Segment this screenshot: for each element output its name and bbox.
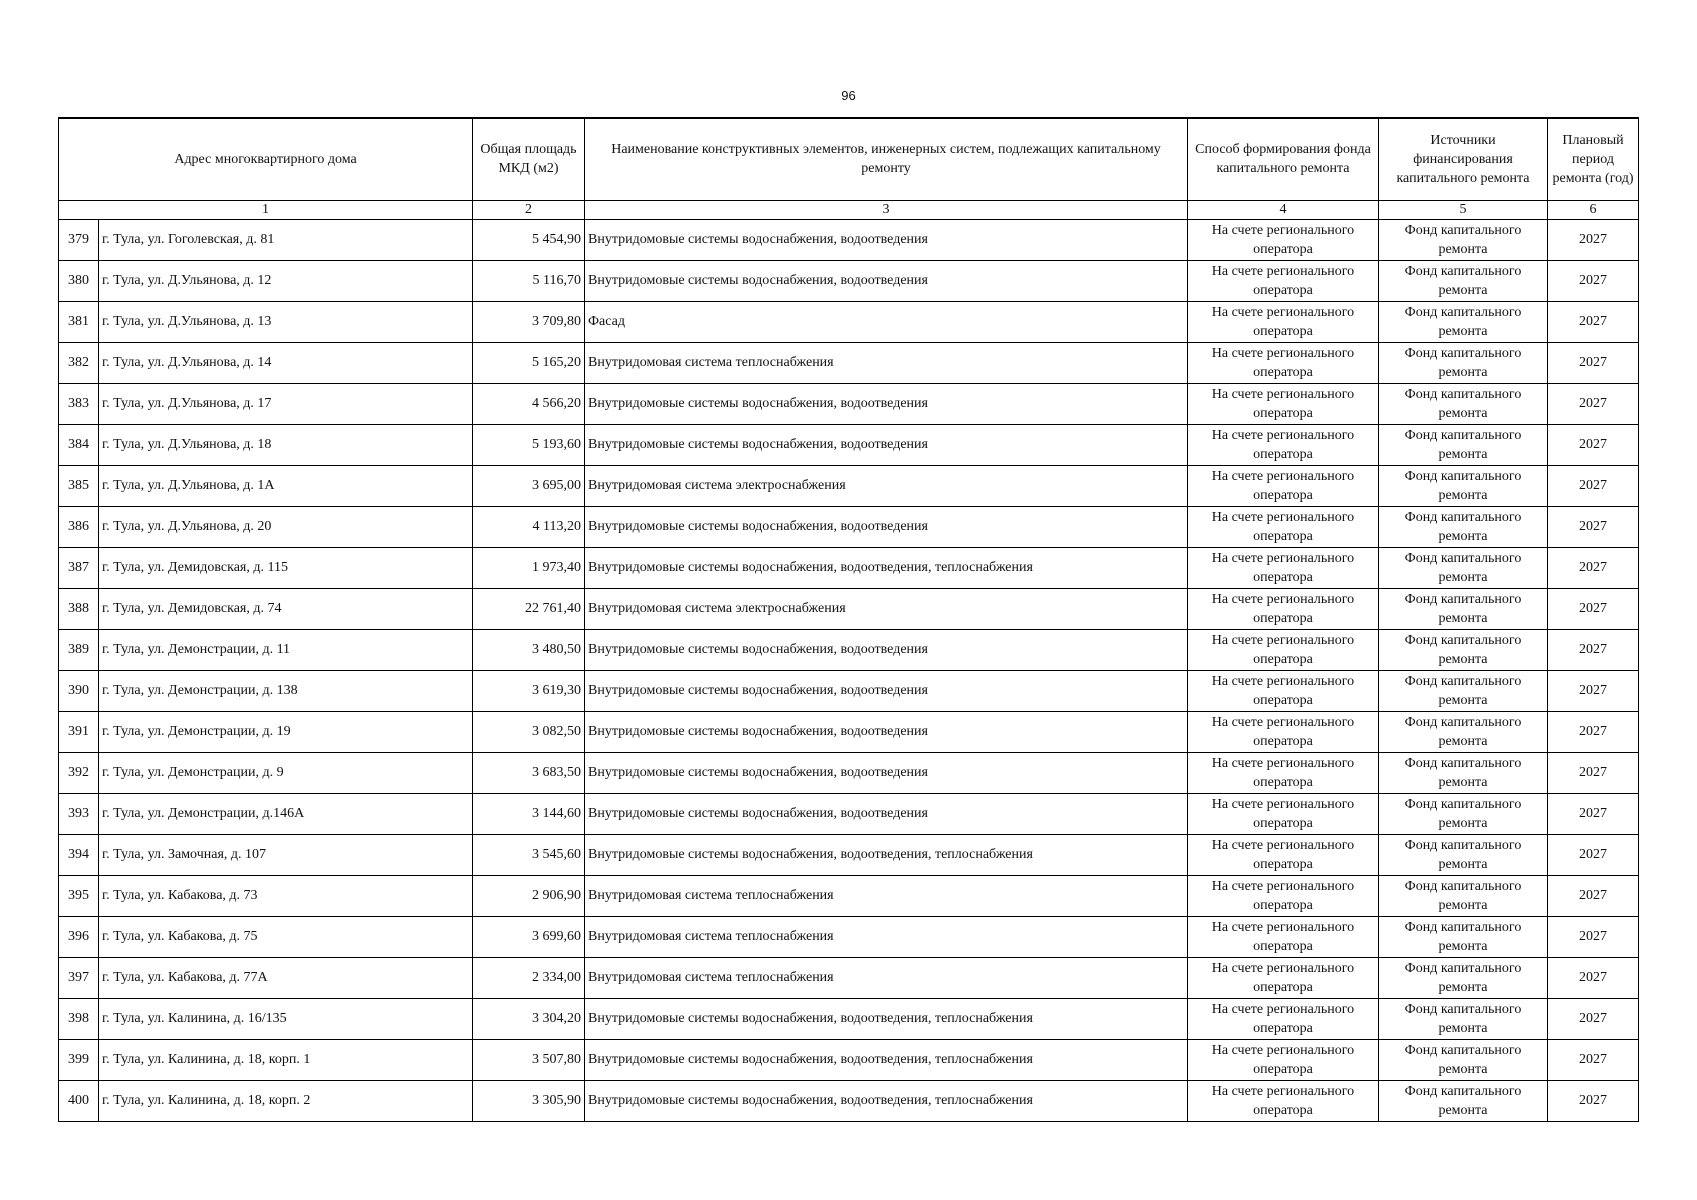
row-address: г. Тула, ул. Калинина, д. 18, корп. 2 (99, 1080, 473, 1121)
row-address: г. Тула, ул. Демонстрации, д. 9 (99, 752, 473, 793)
row-address: г. Тула, ул. Кабакова, д. 73 (99, 875, 473, 916)
row-address: г. Тула, ул. Д.Ульянова, д. 14 (99, 342, 473, 383)
row-year: 2027 (1548, 875, 1639, 916)
repair-program-table (58, 117, 1639, 1122)
table-row (59, 916, 1639, 957)
row-elements: Внутридомовые системы водоснабжения, водоотведения (585, 711, 1188, 752)
row-address: г. Тула, ул. Демонстрации, д. 11 (99, 629, 473, 670)
row-source: Фонд капитального ремонта (1379, 916, 1548, 957)
row-year: 2027 (1548, 834, 1639, 875)
row-area: 5 454,90 (473, 219, 585, 260)
table-row (59, 629, 1639, 670)
row-source: Фонд капитального ремонта (1379, 875, 1548, 916)
row-elements: Внутридомовые системы водоснабжения, водоотведения (585, 752, 1188, 793)
row-year: 2027 (1548, 465, 1639, 506)
table-row (59, 547, 1639, 588)
row-address: г. Тула, ул. Демидовская, д. 115 (99, 547, 473, 588)
table-row (59, 834, 1639, 875)
table-row (59, 793, 1639, 834)
row-address: г. Тула, ул. Д.Ульянова, д. 17 (99, 383, 473, 424)
row-year: 2027 (1548, 1039, 1639, 1080)
table-row (59, 998, 1639, 1039)
header-row (59, 118, 1639, 200)
row-year: 2027 (1548, 383, 1639, 424)
row-number: 383 (59, 383, 99, 424)
row-address: г. Тула, ул. Д.Ульянова, д. 13 (99, 301, 473, 342)
row-area: 3 480,50 (473, 629, 585, 670)
row-area: 3 082,50 (473, 711, 585, 752)
row-area: 5 116,70 (473, 260, 585, 301)
table-row (59, 1039, 1639, 1080)
row-year: 2027 (1548, 629, 1639, 670)
row-source: Фонд капитального ремонта (1379, 424, 1548, 465)
row-area: 3 144,60 (473, 793, 585, 834)
row-area: 3 507,80 (473, 1039, 585, 1080)
row-method: На счете регионального оператора (1188, 301, 1379, 342)
row-address: г. Тула, ул. Кабакова, д. 77А (99, 957, 473, 998)
table-row (59, 957, 1639, 998)
row-number: 380 (59, 260, 99, 301)
row-number: 395 (59, 875, 99, 916)
row-year: 2027 (1548, 670, 1639, 711)
row-year: 2027 (1548, 793, 1639, 834)
header-address: Адрес многоквартирного дома (59, 118, 473, 200)
row-number: 384 (59, 424, 99, 465)
row-area: 3 545,60 (473, 834, 585, 875)
row-method: На счете регионального оператора (1188, 998, 1379, 1039)
header-sources: Источники финансирования капитального ремонта (1379, 118, 1548, 200)
table-row (59, 711, 1639, 752)
row-year: 2027 (1548, 588, 1639, 629)
header-elements: Наименование конструктивных элементов, инженерных систем, подлежащих капитальному ремонту (585, 118, 1188, 200)
row-elements: Внутридомовые системы водоснабжения, водоотведения (585, 506, 1188, 547)
row-address: г. Тула, ул. Гоголевская, д. 81 (99, 219, 473, 260)
row-method: На счете регионального оператора (1188, 1080, 1379, 1121)
row-number: 387 (59, 547, 99, 588)
row-number: 386 (59, 506, 99, 547)
row-method: На счете регионального оператора (1188, 424, 1379, 465)
row-number: 390 (59, 670, 99, 711)
row-address: г. Тула, ул. Д.Ульянова, д. 20 (99, 506, 473, 547)
row-source: Фонд капитального ремонта (1379, 711, 1548, 752)
row-address: г. Тула, ул. Демонстрации, д. 19 (99, 711, 473, 752)
row-method: На счете регионального оператора (1188, 834, 1379, 875)
row-year: 2027 (1548, 998, 1639, 1039)
row-elements: Внутридомовые системы водоснабжения, водоотведения, теплоснабжения (585, 1039, 1188, 1080)
table-row (59, 260, 1639, 301)
row-elements: Внутридомовые системы водоснабжения, водоотведения (585, 424, 1188, 465)
row-area: 3 695,00 (473, 465, 585, 506)
row-elements: Внутридомовая система теплоснабжения (585, 875, 1188, 916)
row-method: На счете регионального оператора (1188, 465, 1379, 506)
header-area: Общая площадь МКД (м2) (473, 118, 585, 200)
table-row (59, 670, 1639, 711)
row-elements: Внутридомовые системы водоснабжения, водоотведения (585, 629, 1188, 670)
row-number: 400 (59, 1080, 99, 1121)
row-area: 3 699,60 (473, 916, 585, 957)
row-source: Фонд капитального ремонта (1379, 1080, 1548, 1121)
row-address: г. Тула, ул. Демонстрации, д. 138 (99, 670, 473, 711)
row-method: На счете регионального оператора (1188, 547, 1379, 588)
row-elements: Внутридомовые системы водоснабжения, водоотведения (585, 260, 1188, 301)
row-number: 388 (59, 588, 99, 629)
row-source: Фонд капитального ремонта (1379, 834, 1548, 875)
row-address: г. Тула, ул. Кабакова, д. 75 (99, 916, 473, 957)
row-area: 5 165,20 (473, 342, 585, 383)
row-number: 385 (59, 465, 99, 506)
row-elements: Внутридомовые системы водоснабжения, водоотведения (585, 670, 1188, 711)
row-source: Фонд капитального ремонта (1379, 752, 1548, 793)
row-source: Фонд капитального ремонта (1379, 547, 1548, 588)
row-source: Фонд капитального ремонта (1379, 301, 1548, 342)
row-source: Фонд капитального ремонта (1379, 793, 1548, 834)
row-year: 2027 (1548, 752, 1639, 793)
row-method: На счете регионального оператора (1188, 383, 1379, 424)
row-area: 3 709,80 (473, 301, 585, 342)
table-row (59, 219, 1639, 260)
header-method: Способ формирования фонда капитального ремонта (1188, 118, 1379, 200)
row-source: Фонд капитального ремонта (1379, 506, 1548, 547)
row-elements: Внутридомовые системы водоснабжения, водоотведения, теплоснабжения (585, 834, 1188, 875)
row-elements: Внутридомовая система теплоснабжения (585, 916, 1188, 957)
row-method: На счете регионального оператора (1188, 588, 1379, 629)
table-row (59, 424, 1639, 465)
row-year: 2027 (1548, 547, 1639, 588)
table-row (59, 383, 1639, 424)
table-row (59, 875, 1639, 916)
row-elements: Внутридомовые системы водоснабжения, водоотведения, теплоснабжения (585, 998, 1188, 1039)
row-elements: Внутридомовые системы водоснабжения, водоотведения, теплоснабжения (585, 547, 1188, 588)
row-method: На счете регионального оператора (1188, 916, 1379, 957)
column-number-4: 4 (1188, 200, 1379, 219)
row-method: На счете регионального оператора (1188, 670, 1379, 711)
row-address: г. Тула, ул. Демонстрации, д.146А (99, 793, 473, 834)
row-source: Фонд капитального ремонта (1379, 670, 1548, 711)
row-source: Фонд капитального ремонта (1379, 957, 1548, 998)
row-number: 379 (59, 219, 99, 260)
table-row (59, 588, 1639, 629)
row-area: 4 566,20 (473, 383, 585, 424)
row-number: 394 (59, 834, 99, 875)
row-number: 391 (59, 711, 99, 752)
row-method: На счете регионального оператора (1188, 752, 1379, 793)
row-elements: Внутридомовые системы водоснабжения, водоотведения (585, 383, 1188, 424)
row-method: На счете регионального оператора (1188, 219, 1379, 260)
row-area: 2 906,90 (473, 875, 585, 916)
row-address: г. Тула, ул. Д.Ульянова, д. 18 (99, 424, 473, 465)
row-method: На счете регионального оператора (1188, 957, 1379, 998)
row-address: г. Тула, ул. Д.Ульянова, д. 12 (99, 260, 473, 301)
row-address: г. Тула, ул. Калинина, д. 16/135 (99, 998, 473, 1039)
column-number-1: 1 (59, 200, 473, 219)
table-row (59, 342, 1639, 383)
row-method: На счете регионального оператора (1188, 342, 1379, 383)
header-period: Плановый период ремонта (год) (1548, 118, 1639, 200)
row-year: 2027 (1548, 260, 1639, 301)
row-elements: Внутридомовая система теплоснабжения (585, 342, 1188, 383)
row-source: Фонд капитального ремонта (1379, 465, 1548, 506)
page-number: 96 (841, 88, 856, 103)
row-method: На счете регионального оператора (1188, 506, 1379, 547)
row-year: 2027 (1548, 711, 1639, 752)
row-address: г. Тула, ул. Демидовская, д. 74 (99, 588, 473, 629)
row-method: На счете регионального оператора (1188, 793, 1379, 834)
row-method: На счете регионального оператора (1188, 875, 1379, 916)
row-source: Фонд капитального ремонта (1379, 260, 1548, 301)
row-area: 3 305,90 (473, 1080, 585, 1121)
row-area: 3 304,20 (473, 998, 585, 1039)
table-row (59, 506, 1639, 547)
row-year: 2027 (1548, 219, 1639, 260)
row-source: Фонд капитального ремонта (1379, 219, 1548, 260)
table-row (59, 752, 1639, 793)
row-elements: Внутридомовая система теплоснабжения (585, 957, 1188, 998)
row-number: 381 (59, 301, 99, 342)
row-method: На счете регионального оператора (1188, 629, 1379, 670)
row-area: 3 619,30 (473, 670, 585, 711)
row-elements: Внутридомовая система электроснабжения (585, 465, 1188, 506)
row-number: 389 (59, 629, 99, 670)
row-area: 1 973,40 (473, 547, 585, 588)
row-year: 2027 (1548, 957, 1639, 998)
row-method: На счете регионального оператора (1188, 1039, 1379, 1080)
table-body (59, 219, 1639, 1121)
row-area: 22 761,40 (473, 588, 585, 629)
row-source: Фонд капитального ремонта (1379, 383, 1548, 424)
row-source: Фонд капитального ремонта (1379, 629, 1548, 670)
row-source: Фонд капитального ремонта (1379, 1039, 1548, 1080)
row-year: 2027 (1548, 301, 1639, 342)
row-year: 2027 (1548, 342, 1639, 383)
row-number: 399 (59, 1039, 99, 1080)
row-elements: Внутридомовая система электроснабжения (585, 588, 1188, 629)
row-elements: Внутридомовые системы водоснабжения, водоотведения (585, 219, 1188, 260)
row-number: 398 (59, 998, 99, 1039)
column-number-6: 6 (1548, 200, 1639, 219)
row-number: 397 (59, 957, 99, 998)
row-year: 2027 (1548, 424, 1639, 465)
table-row (59, 301, 1639, 342)
row-number: 396 (59, 916, 99, 957)
row-elements: Фасад (585, 301, 1188, 342)
row-number: 392 (59, 752, 99, 793)
row-elements: Внутридомовые системы водоснабжения, водоотведения (585, 793, 1188, 834)
row-method: На счете регионального оператора (1188, 260, 1379, 301)
row-source: Фонд капитального ремонта (1379, 342, 1548, 383)
column-number-row (59, 200, 1639, 219)
row-area: 4 113,20 (473, 506, 585, 547)
column-number-5: 5 (1379, 200, 1548, 219)
row-area: 2 334,00 (473, 957, 585, 998)
row-source: Фонд капитального ремонта (1379, 588, 1548, 629)
table-row (59, 465, 1639, 506)
row-year: 2027 (1548, 916, 1639, 957)
table-row (59, 1080, 1639, 1121)
row-elements: Внутридомовые системы водоснабжения, водоотведения, теплоснабжения (585, 1080, 1188, 1121)
row-area: 3 683,50 (473, 752, 585, 793)
column-number-2: 2 (473, 200, 585, 219)
column-number-3: 3 (585, 200, 1188, 219)
row-address: г. Тула, ул. Д.Ульянова, д. 1А (99, 465, 473, 506)
row-year: 2027 (1548, 1080, 1639, 1121)
row-source: Фонд капитального ремонта (1379, 998, 1548, 1039)
row-year: 2027 (1548, 506, 1639, 547)
row-number: 393 (59, 793, 99, 834)
row-address: г. Тула, ул. Калинина, д. 18, корп. 1 (99, 1039, 473, 1080)
row-area: 5 193,60 (473, 424, 585, 465)
row-number: 382 (59, 342, 99, 383)
row-address: г. Тула, ул. Замочная, д. 107 (99, 834, 473, 875)
row-method: На счете регионального оператора (1188, 711, 1379, 752)
